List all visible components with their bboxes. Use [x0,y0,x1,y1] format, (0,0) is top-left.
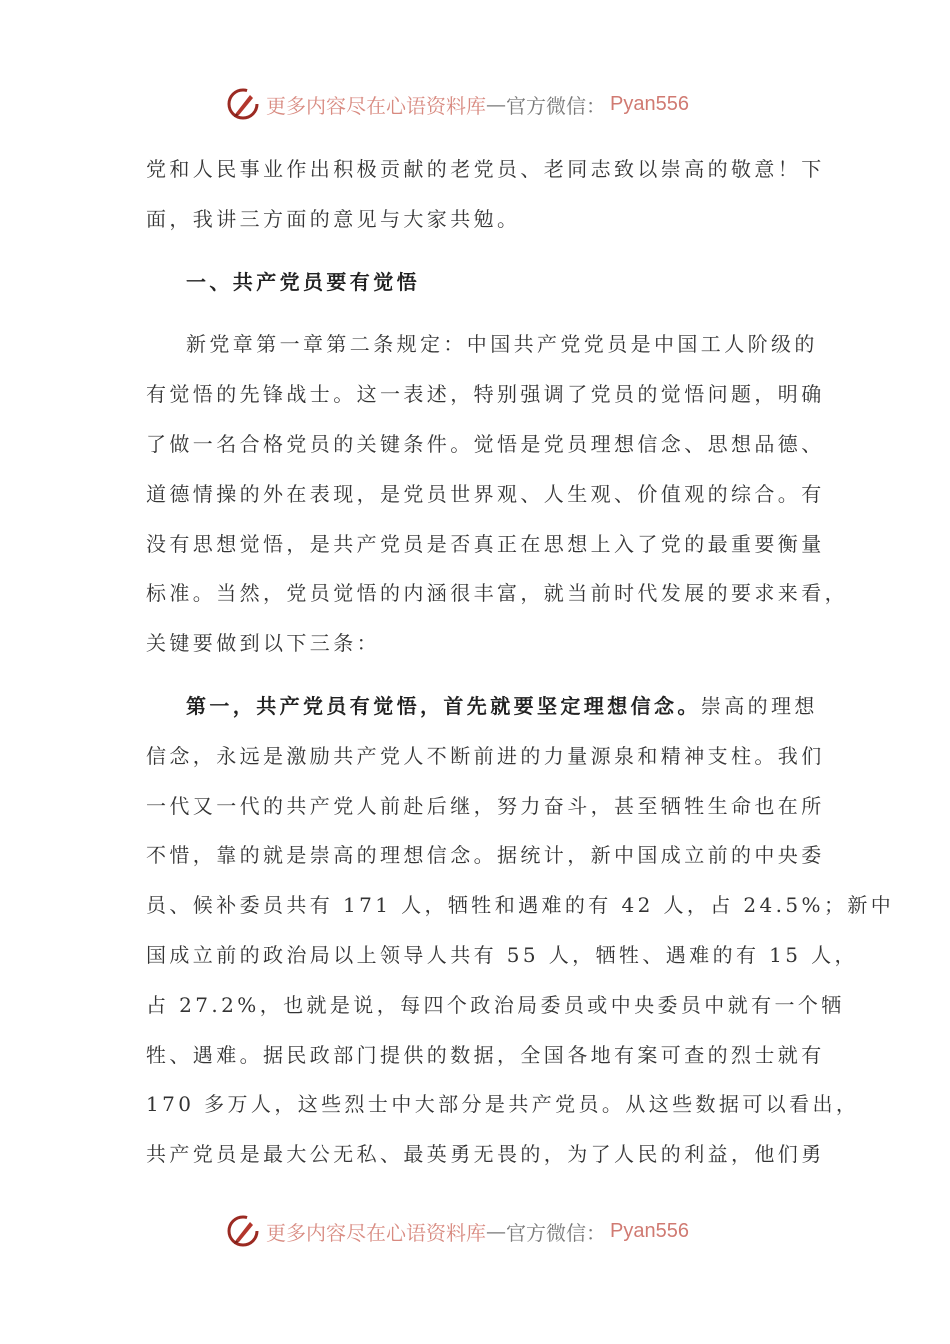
header-site: 更多内容尽在心语资料库 [266,93,486,118]
footer-wechat-id: Pyan556 [610,1219,689,1242]
text-line: 了做一名合格党员的关键条件。觉悟是党员理想信念、思想品德、 [146,431,825,456]
text-line [146,682,846,732]
text-line: 牲、遇难。据民政部门提供的数据，全国各地有案可查的烈士就有 [146,1042,825,1067]
lead-rest: 崇高的理想 [700,693,818,718]
text-line: 不惜，靠的就是崇高的理想信念。据统计，新中国成立前的中央委 [146,843,825,868]
header-label: 官方微信： [506,93,606,118]
paragraph-1 [146,145,846,245]
text-line: 共产党员是最大公无私、最英勇无畏的，为了人民的利益，他们勇 [146,1142,825,1167]
text-line: 关键要做到以下三条： [146,631,380,656]
footer-dash: — [486,1219,506,1243]
text-line: 道德情操的外在表现，是党员世界观、人生观、价值观的综合。有 [146,481,825,506]
text-line: 国成立前的政治局以上领导人共有 55 人，牺牲、遇难的有 15 人， [146,942,858,967]
text-line: 面，我讲三方面的意见与大家共勉。 [146,206,521,231]
header-banner [226,84,726,124]
text-line: 员、候补委员共有 171 人，牺牲和遇难的有 42 人，占 24.5%；新中 [146,893,895,918]
header-wechat-id: Pyan556 [610,92,689,115]
text-line: 标准。当然，党员觉悟的内涵很丰富，就当前时代发展的要求来看， [146,581,848,606]
pen-logo-icon [226,1214,260,1248]
text-line: 党和人民事业作出积极贡献的老党员、老同志致以崇高的敬意！下 [146,157,825,181]
footer-site: 更多内容尽在心语资料库 [266,1220,486,1245]
footer-label: 官方微信： [506,1220,606,1245]
pen-logo-icon [226,87,260,121]
text-line: 占 27.2%，也就是说，每四个政治局委员或中央委员中就有一个牺 [146,992,845,1017]
header-dash: — [486,92,506,116]
text-line: 170 多万人，这些烈士中大部分是共产党员。从这些数据可以看出， [146,1092,860,1117]
text-line: 没有思想觉悟，是共产党员是否真正在思想上入了党的最重要衡量 [146,531,825,556]
paragraph-2 [146,320,846,669]
lead-sentence: 第一，共产党员有觉悟，首先就要坚定理想信念。 [186,693,701,718]
text-line: 一代又一代的共产党人前赴后继，努力奋斗，甚至牺牲生命也在所 [146,793,825,818]
text-line: 新党章第一章第二条规定：中国共产党党员是中国工人阶级的 [186,332,818,357]
text-line: 有觉悟的先锋战士。这一表述，特别强调了党员的觉悟问题，明确 [146,382,825,407]
footer-banner [226,1211,726,1251]
document-body [146,145,895,1180]
paragraph-3 [146,682,895,1180]
section-heading: 一、共产党员要有觉悟 [186,269,420,294]
text-line: 信念，永远是激励共产党人不断前进的力量源泉和精神支柱。我们 [146,743,825,768]
